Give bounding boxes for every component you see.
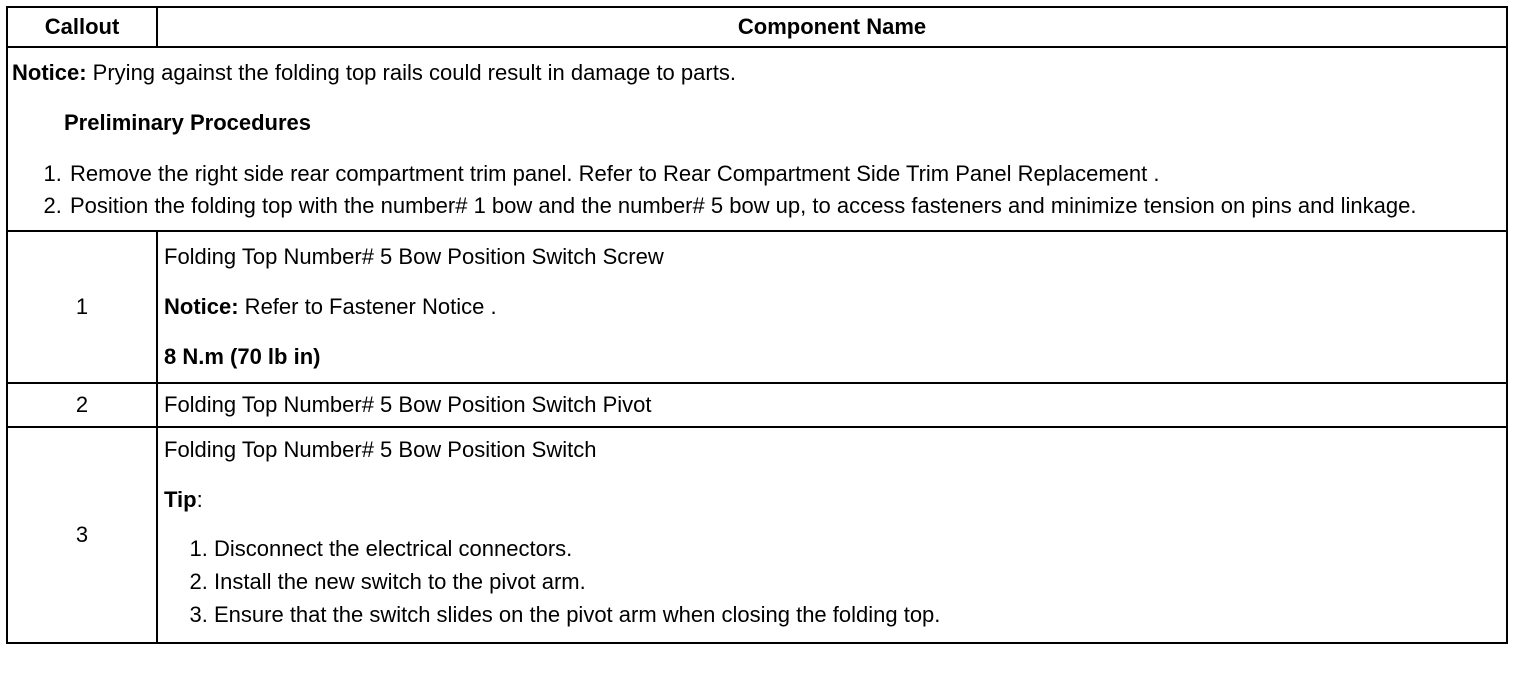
tip-step: 3. Ensure that the switch slides on the pivot arm when closing the folding top.: [214, 601, 1500, 629]
callout-number: 3: [7, 427, 157, 643]
notice-text: Refer to Fastener Notice .: [238, 294, 497, 319]
tip-label: Tip: [164, 486, 197, 512]
notice-cell: [7, 47, 1507, 231]
notice-line: [12, 58, 1502, 88]
component-cell: [157, 427, 1507, 643]
notice-row: [7, 47, 1507, 231]
notice-label: Notice:: [12, 60, 87, 85]
table-row: [7, 383, 1507, 427]
notice-label: Notice:: [164, 294, 239, 319]
component-name: Folding Top Number# 5 Bow Position Switch Pivot: [164, 392, 652, 417]
table-header-row: [7, 7, 1507, 47]
notice-text: Prying against the folding top rails could result in damage to parts.: [86, 60, 736, 85]
component-table: [6, 6, 1508, 644]
tip-step: 1. Disconnect the electrical connectors.: [214, 535, 1500, 563]
callout-header: Callout: [7, 7, 157, 47]
component-name-header: Component Name: [157, 7, 1507, 47]
component-cell: [157, 231, 1507, 383]
table-row: [7, 231, 1507, 383]
callout-number: 1: [7, 231, 157, 383]
tip-step: 2. Install the new switch to the pivot arm.: [214, 568, 1500, 596]
table-row: [7, 427, 1507, 643]
component-cell: [157, 383, 1507, 427]
tip-steps: [164, 535, 1500, 629]
preliminary-step: 1. Remove the right side rear compartment trim panel. Refer to Rear Compartment Side Trim Panel Replacement .: [68, 160, 1502, 188]
torque-spec: 8 N.m (70 lb in): [164, 344, 321, 369]
preliminary-steps: [12, 160, 1502, 220]
callout-number: 2: [7, 383, 157, 427]
preliminary-step: 2. Position the folding top with the number# 1 bow and the number# 5 bow up, to access fasteners and minimize tension on pins and linkage.: [68, 192, 1502, 220]
component-name: Folding Top Number# 5 Bow Position Switch Screw: [164, 244, 664, 269]
preliminary-title: Preliminary Procedures: [64, 110, 312, 135]
tip-colon: :: [196, 486, 203, 512]
component-name: Folding Top Number# 5 Bow Position Switch: [164, 436, 597, 462]
